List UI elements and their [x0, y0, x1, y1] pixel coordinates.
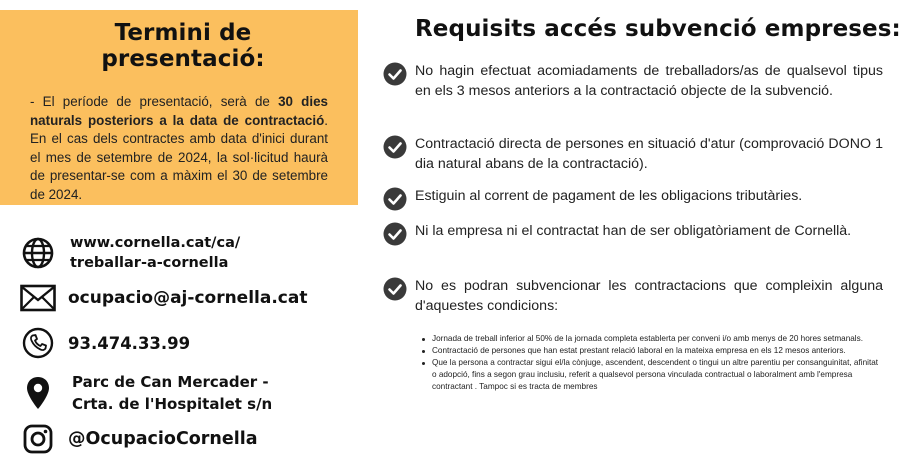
deadline-title: Termini de presentació:: [101, 20, 265, 72]
deadline-text-part1: - El període de presentació, serà de: [30, 94, 279, 109]
requirement-text: No es podran subvencionar les contractacions que compleixin alguna d'aquestes condicions:: [415, 278, 883, 314]
requirement-text: Estiguin al corrent de pagament de les obligacions tributàries.: [415, 188, 803, 204]
location-pin-icon: [20, 375, 56, 411]
deadline-box: [0, 10, 358, 205]
address-line1: Parc de Can Mercader -: [72, 373, 269, 391]
contact-instagram[interactable]: [20, 421, 258, 457]
web-link[interactable]: [70, 233, 240, 273]
condition-item: Contractació de persones que han estat prestant relació laboral en la mateixa empresa en els 12 mesos anteriors.: [418, 345, 880, 357]
requirement-item: [383, 222, 883, 246]
requirements-title: Requisits accés subvenció empreses:: [415, 16, 901, 42]
web-link-line2: treballar-a-cornella: [70, 255, 229, 271]
check-circle-icon: [383, 222, 407, 246]
envelope-icon: [20, 280, 56, 316]
requirement-item: [383, 135, 883, 174]
requirement-text: Contractació directa de persones en situació d'atur (comprovació DONO 1 dia natural abans de la contractació).: [415, 136, 883, 172]
requirement-item: [383, 187, 883, 211]
contact-email[interactable]: [20, 280, 307, 316]
contact-phone[interactable]: [20, 325, 190, 361]
web-link-line1: www.cornella.cat/ca/: [70, 235, 241, 251]
globe-icon: [20, 235, 56, 271]
requirement-item: [383, 277, 883, 316]
requirement-text: No hagin efectuat acomiadaments de treballadors/as de qualsevol tipus en els 3 mesos anteriors a la contractació objecte de la subvenció.: [415, 63, 883, 99]
instagram-handle[interactable]: @OcupacioCornella: [68, 429, 258, 449]
email-link[interactable]: ocupacio@aj-cornella.cat: [68, 288, 308, 308]
condition-item: Que la persona a contractar sigui el/la cònjuge, ascendent, descendent o tingui un altre parentiu per consanguinitat, afinitat o adopció, fins a segon grau inclusiu, referit a qualsevol persona vinculada contractual o laboralment amb l'empresa contractant . Tampoc si es tracta de membres: [418, 357, 880, 393]
check-circle-icon: [383, 135, 407, 159]
check-circle-icon: [383, 277, 407, 301]
condition-item: Jornada de treball inferior al 50% de la jornada completa establerta per conveni i/o amb menys de 20 hores setmanals.: [418, 333, 880, 345]
check-circle-icon: [383, 187, 407, 211]
address-line2: Crta. de l'Hospitalet s/n: [72, 395, 273, 413]
requirement-item: [383, 62, 883, 101]
phone-number[interactable]: 93.474.33.99: [68, 333, 191, 353]
deadline-text-bold: 30 dies naturals posteriors a la data de contractació: [30, 94, 328, 128]
contact-web[interactable]: [20, 233, 240, 273]
conditions-list: [418, 333, 880, 393]
instagram-icon: [20, 421, 56, 457]
contact-address: [20, 371, 272, 415]
check-circle-icon: [383, 62, 407, 86]
deadline-text: [30, 93, 328, 204]
phone-icon: [20, 325, 56, 361]
requirement-text: Ni la empresa ni el contractat han de ser obligatòriament de Cornellà.: [415, 223, 852, 239]
deadline-text-part2: . En el cas dels contractes amb data d'inici durant el mes de setembre de 2024, la sol·licitud haurà de presentar-se com a màxim el 30 de setembre de 2024.: [30, 112, 328, 202]
address-text: [72, 371, 272, 415]
